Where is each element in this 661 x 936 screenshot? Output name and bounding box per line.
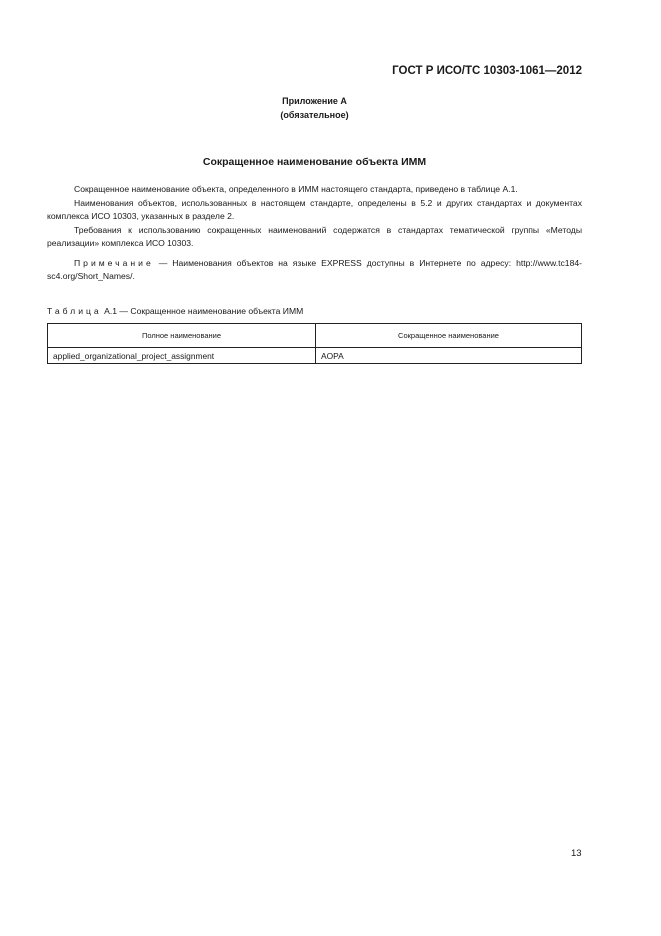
paragraph: Требования к использованию сокращенных наименований содержатся в стандартах тематической группы «Методы реализации» комплекса ИСО 10303. (47, 224, 582, 248)
body-text (47, 183, 582, 284)
paragraph: Наименования объектов, использованных в настоящем стандарте, определены в 5.2 и других стандартах и документах комплекса ИСО 10303, указанных в разделе 2. (47, 197, 582, 221)
table-caption-label: Таблица (47, 306, 102, 316)
document-header: ГОСТ Р ИСО/ТС 10303-1061—2012 (392, 65, 582, 77)
note-label: Примечание (74, 257, 154, 268)
table-row (48, 348, 582, 364)
appendix-status: (обязательное) (280, 110, 349, 120)
note-text: — Наименования объектов на языке EXPRESS доступны в Интернете по адресу: http://www.tc184-sc4.org/Short_Names/. (47, 257, 582, 281)
table-caption (47, 305, 582, 319)
section-title: Сокращенное наименование объекта ИММ (202, 156, 427, 168)
short-names-table (47, 323, 582, 364)
column-header: Полное наименование (48, 324, 316, 348)
table-caption-text: А.1 — Сокращенное наименование объекта ИММ (101, 306, 304, 316)
table-cell: applied_organizational_project_assignment (48, 348, 316, 364)
appendix-label: Приложение А (282, 96, 347, 106)
table-cell: AOPA (316, 348, 582, 364)
note (47, 257, 582, 284)
paragraph: Сокращенное наименование объекта, определенного в ИММ настоящего стандарта, приведено в таблице А.1. (74, 184, 518, 194)
column-header: Сокращенное наименование (316, 324, 582, 348)
table-header-row (48, 324, 582, 348)
page-number: 13 (571, 848, 582, 859)
appendix-heading (47, 94, 582, 122)
